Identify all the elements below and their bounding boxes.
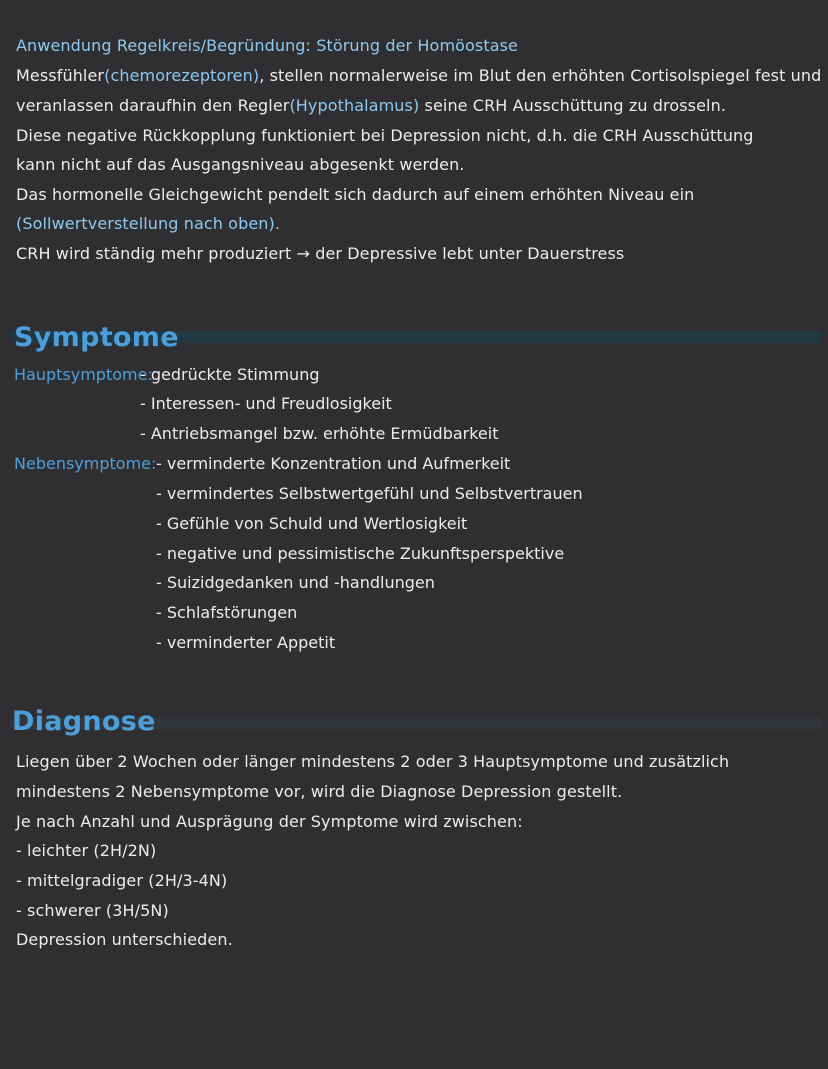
diagnose-item: - schwerer (3H/5N) <box>16 901 169 920</box>
intro-title: Anwendung Regelkreis/Begründung: Störung der Homöostase <box>16 36 518 55</box>
intro-line-1b: (chemorezeptoren) <box>104 66 260 85</box>
intro-line-2a: veranlassen daraufhin den Regler <box>16 96 290 115</box>
symptome-heading-row <box>0 322 828 362</box>
diagnose-line-1: Liegen über 2 Wochen oder länger mindestens 2 oder 3 Hauptsymptome und zusätzlich <box>16 752 730 771</box>
nebensymptom-item: - Gefühle von Schuld und Wertlosigkeit <box>156 514 468 533</box>
intro-line-5: Das hormonelle Gleichgewicht pendelt sich dadurch auf einem erhöhten Niveau ein <box>16 185 695 204</box>
intro-line-2 <box>16 95 726 117</box>
hauptsymptom-item: - Antriebsmangel bzw. erhöhte Ermüdbarkeit <box>140 424 499 443</box>
hauptsymptom-item: - Interessen- und Freudlosigkeit <box>140 394 392 413</box>
intro-line-2c: seine CRH Ausschüttung zu drosseln. <box>419 96 727 115</box>
hauptsymptome-label: Hauptsymptome: <box>14 365 153 384</box>
intro-line-1a: Messfühler <box>16 66 105 85</box>
intro-line-7: CRH wird ständig mehr produziert → der Depressive lebt unter Dauerstress <box>16 244 625 263</box>
diagnose-line-2: mindestens 2 Nebensymptome vor, wird die Diagnose Depression gestellt. <box>16 782 623 801</box>
diagnose-heading: Diagnose <box>12 706 156 737</box>
symptome-heading: Symptome <box>14 322 179 353</box>
nebensymptom-item: - negative und pessimistische Zukunftsperspektive <box>156 544 565 563</box>
diagnose-item: - leichter (2H/2N) <box>16 841 157 860</box>
intro-line-4: kann nicht auf das Ausgangsniveau abgesenkt werden. <box>16 155 465 174</box>
nebensymptom-item: - Schlafstörungen <box>156 603 298 622</box>
intro-line-1 <box>16 65 821 87</box>
nebensymptome-label: Nebensymptome: <box>14 454 157 473</box>
intro-line-2b: (Hypothalamus) <box>289 96 420 115</box>
hauptsymptom-item: - gedrückte Stimmung <box>140 365 320 384</box>
diagnose-line-end: Depression unterschieden. <box>16 930 233 949</box>
diagnose-item: - mittelgradiger (2H/3-4N) <box>16 871 228 890</box>
nebensymptom-item: - Suizidgedanken und -handlungen <box>156 573 435 592</box>
nebensymptom-item: - vermindertes Selbstwertgefühl und Selbstvertrauen <box>156 484 583 503</box>
diagnose-heading-row <box>0 706 828 746</box>
intro-line-1c: , stellen normalerweise im Blut den erhöhten Cortisolspiegel fest und <box>259 66 822 85</box>
intro-line-3: Diese negative Rückkopplung funktioniert bei Depression nicht, d.h. die CRH Ausschüttung <box>16 126 754 145</box>
nebensymptom-item: - verminderter Appetit <box>156 633 336 652</box>
diagnose-line-3: Je nach Anzahl und Ausprägung der Symptome wird zwischen: <box>16 812 523 831</box>
nebensymptom-item: - verminderte Konzentration und Aufmerkeit <box>156 454 511 473</box>
intro-line-6: (Sollwertverstellung nach oben). <box>16 214 281 233</box>
